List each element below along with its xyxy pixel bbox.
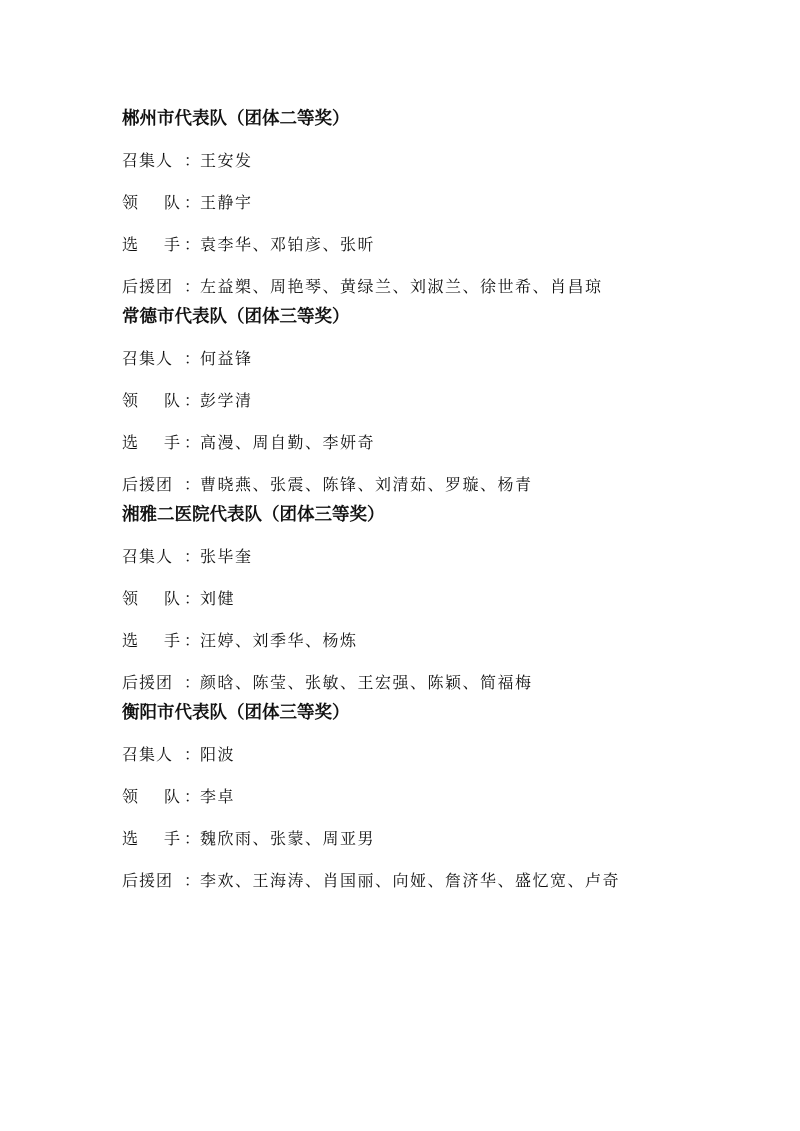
team-title: 郴州市代表队（团体二等奖）	[122, 109, 350, 129]
team-section	[122, 698, 762, 896]
leader-label: 领 队	[122, 193, 181, 212]
support-names: 李欢、王海涛、肖国丽、向娅、詹济华、盛忆宽、卢奇	[200, 871, 621, 890]
convener-row	[122, 739, 762, 770]
colon: ：	[184, 349, 201, 368]
support-names: 曹晓燕、张震、陈锋、刘清茹、罗璇、杨青	[200, 475, 533, 494]
convener-row	[122, 145, 762, 176]
support-label: 后援团	[122, 871, 174, 890]
support-label: 后援团	[122, 673, 174, 692]
support-row	[122, 667, 762, 698]
colon: ：	[184, 673, 201, 692]
colon: ：	[184, 391, 201, 410]
colon: ：	[184, 871, 201, 890]
support-names: 颜晗、陈莹、张敏、王宏强、陈颖、简福梅	[200, 673, 533, 692]
convener-name: 张毕奎	[200, 547, 253, 566]
convener-name: 王安发	[200, 151, 253, 170]
convener-label: 召集人	[122, 547, 174, 566]
players-names: 汪婷、刘季华、杨炼	[200, 631, 358, 650]
players-row	[122, 427, 762, 458]
colon: ：	[184, 235, 201, 254]
leader-label: 领 队	[122, 787, 181, 806]
colon: ：	[184, 589, 201, 608]
team-title: 衡阳市代表队（团体三等奖）	[122, 703, 350, 723]
players-label: 选 手	[122, 235, 181, 254]
colon: ：	[184, 277, 201, 296]
support-label: 后援团	[122, 475, 174, 494]
colon: ：	[184, 151, 201, 170]
leader-name: 彭学清	[200, 391, 253, 410]
players-names: 魏欣雨、张蒙、周亚男	[200, 829, 376, 848]
players-label: 选 手	[122, 433, 181, 452]
leader-row	[122, 385, 762, 416]
leader-row	[122, 187, 762, 218]
leader-name: 王静宇	[200, 193, 253, 212]
support-row	[122, 271, 762, 302]
leader-name: 李卓	[200, 787, 236, 806]
leader-name: 刘健	[200, 589, 236, 608]
colon: ：	[184, 631, 201, 650]
team-title: 湘雅二医院代表队（团体三等奖）	[122, 505, 385, 525]
colon: ：	[184, 433, 201, 452]
leader-row	[122, 583, 762, 614]
players-names: 高漫、周自勤、李妍奇	[200, 433, 376, 452]
support-names: 左益槊、周艳琴、黄绿兰、刘淑兰、徐世希、肖昌琼	[200, 277, 603, 296]
leader-label: 领 队	[122, 589, 181, 608]
support-label: 后援团	[122, 277, 174, 296]
players-names: 袁李华、邓铂彦、张昕	[200, 235, 376, 254]
colon: ：	[184, 193, 201, 212]
convener-label: 召集人	[122, 349, 174, 368]
players-label: 选 手	[122, 631, 181, 650]
convener-name: 何益锋	[200, 349, 253, 368]
team-title: 常德市代表队（团体三等奖）	[122, 307, 350, 327]
colon: ：	[184, 829, 201, 848]
support-row	[122, 469, 762, 500]
document-page	[122, 104, 762, 896]
convener-name: 阳波	[200, 745, 236, 764]
leader-row	[122, 781, 762, 812]
players-row	[122, 823, 762, 854]
players-row	[122, 625, 762, 656]
players-label: 选 手	[122, 829, 181, 848]
leader-label: 领 队	[122, 391, 181, 410]
players-row	[122, 229, 762, 260]
convener-label: 召集人	[122, 151, 174, 170]
team-section	[122, 302, 762, 500]
convener-row	[122, 343, 762, 374]
team-section	[122, 104, 762, 302]
team-section	[122, 500, 762, 698]
convener-label: 召集人	[122, 745, 174, 764]
support-row	[122, 865, 762, 896]
colon: ：	[184, 787, 201, 806]
colon: ：	[184, 547, 201, 566]
colon: ：	[184, 475, 201, 494]
colon: ：	[184, 745, 201, 764]
convener-row	[122, 541, 762, 572]
